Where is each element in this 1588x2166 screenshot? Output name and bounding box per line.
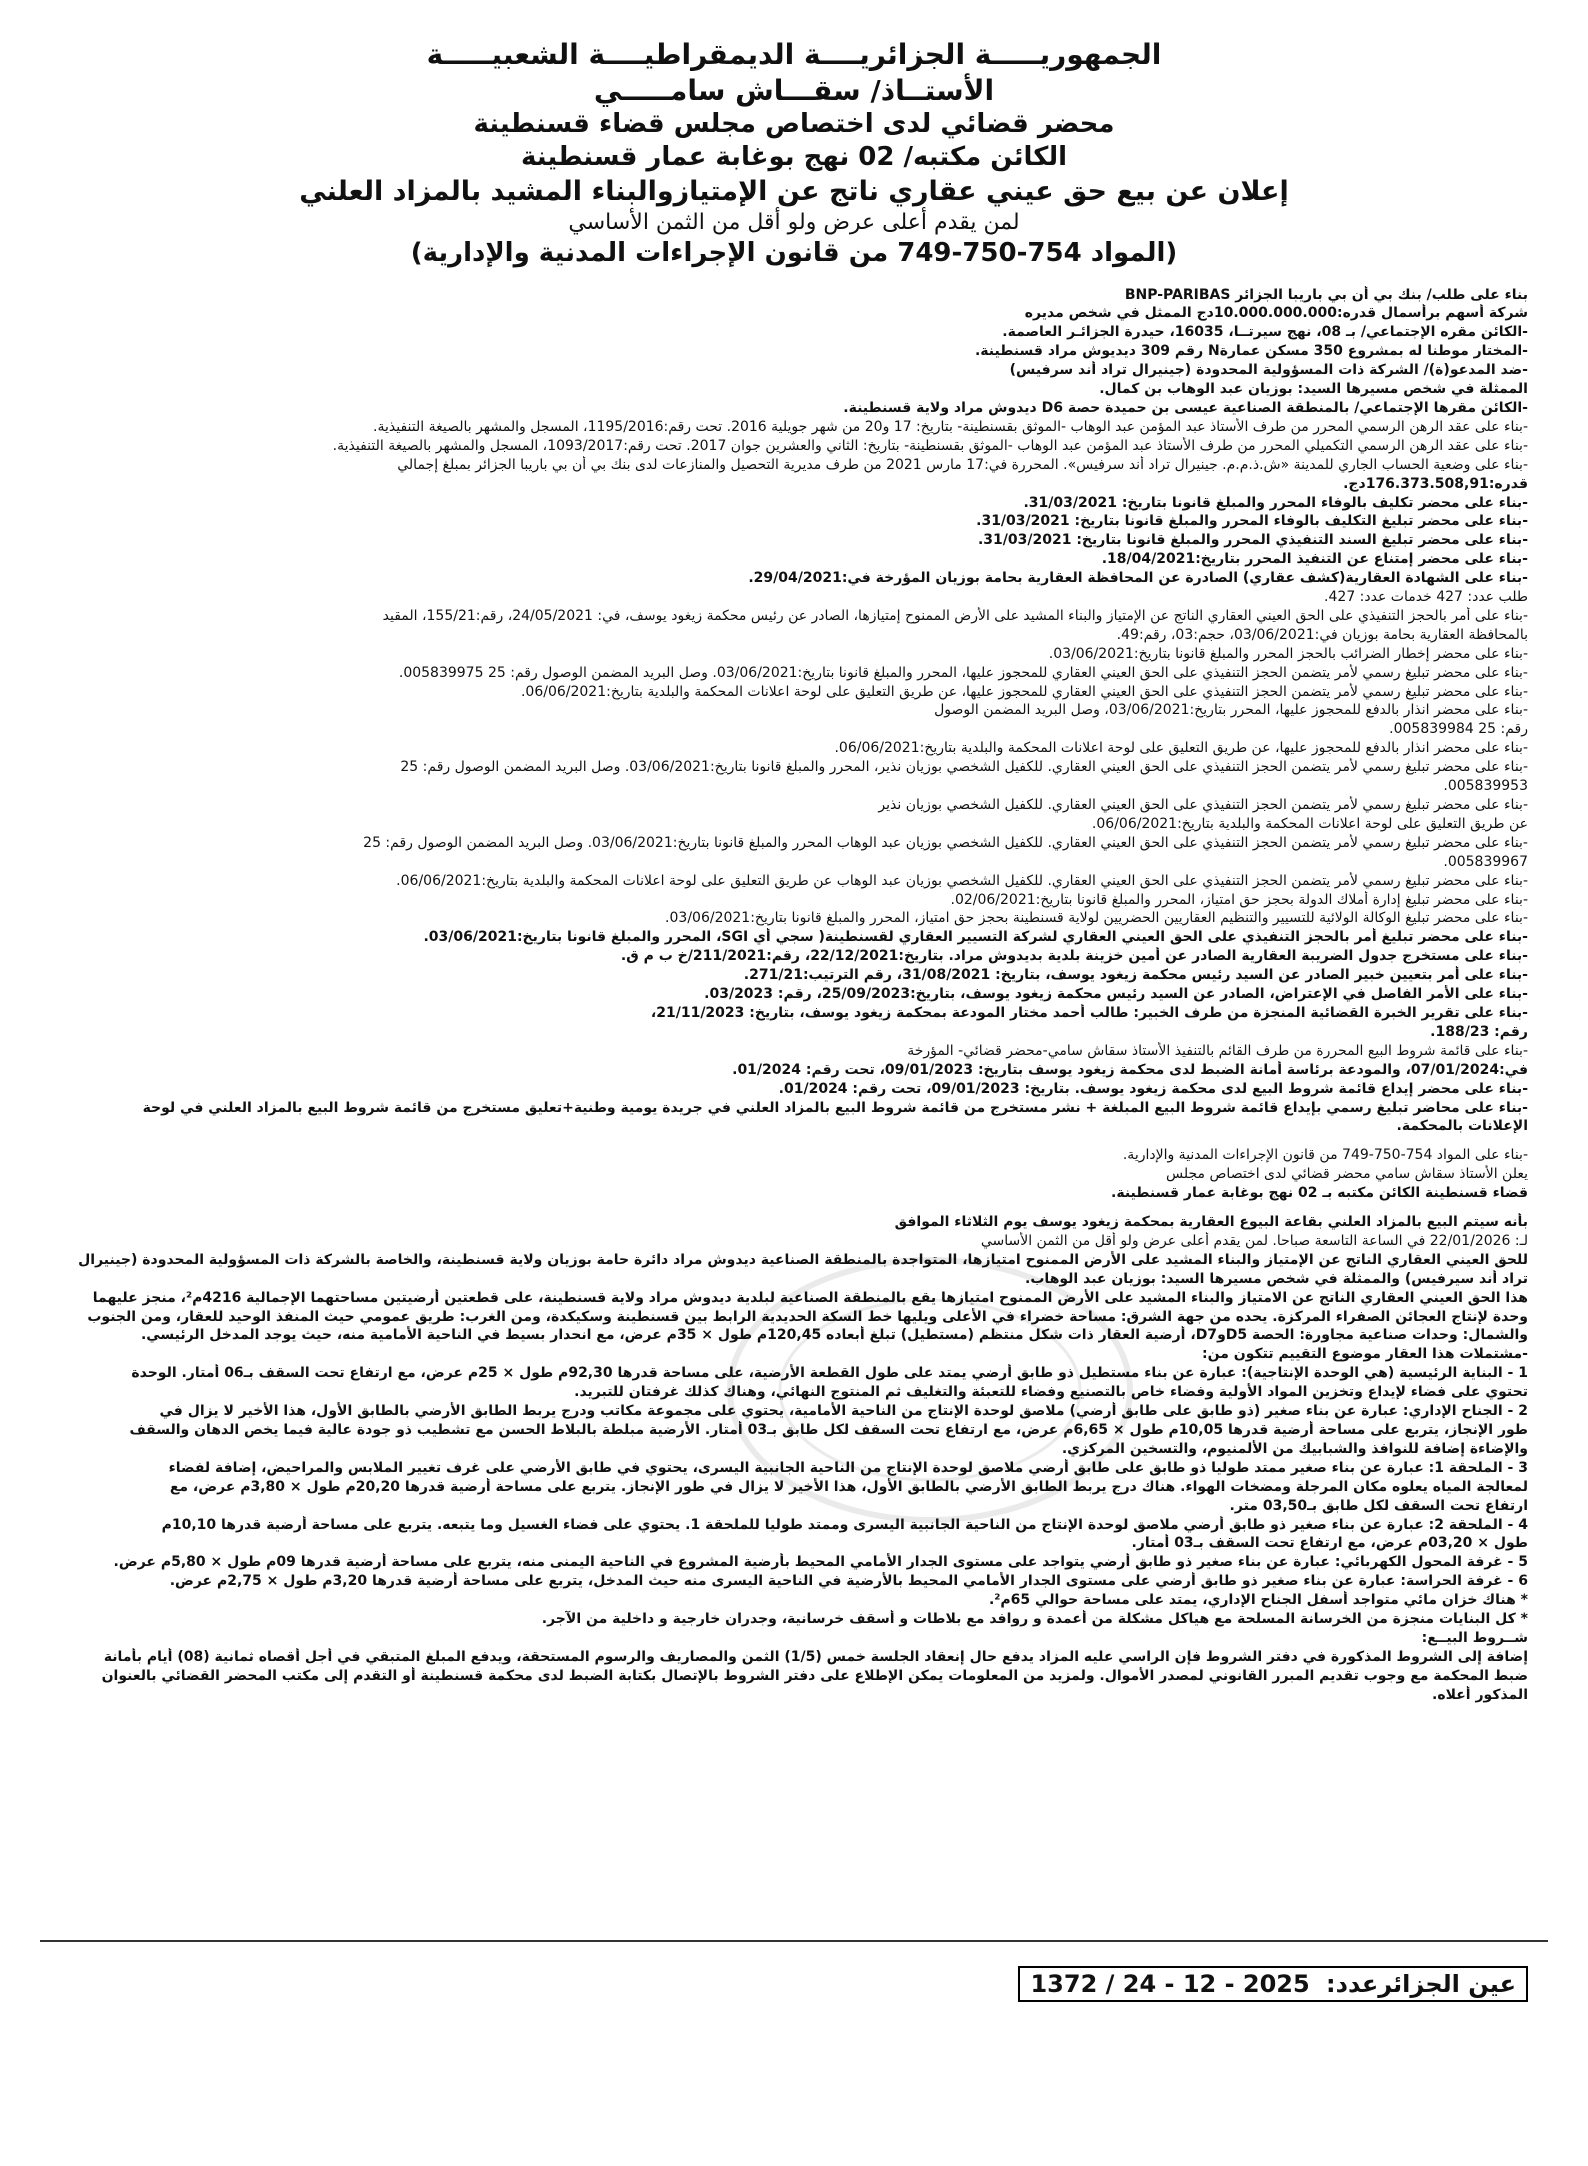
- notice-line: -بناء على محضر تبليغ الوكالة الولائية للتسيير والتنظيم العقاريين الحضريين لولاية قسنطينة بحجز حق امتياز، المحرر والمبلغ قانونا بتاريخ:03/06/2021.: [665, 910, 1528, 927]
- notice-line: -بناء على محضر انذار بالدفع للمحجوز عليها، عن طريق التعليق على لوحة اعلانات المحكمة والبلدية بتاريخ:06/06/2021.: [834, 740, 1528, 757]
- notice-line: طور الإنجاز، يتربع على مساحة أرضية قدرها 10,05م طول × 6,65م عرض، مع ارتفاع تحت السقف لكل طابق بـ03 أمتار. الأرضية مبلطة بالبلاط الحسن مع تشطيب ذو جودة عالية فيما يخص الدهان والسقف: [129, 1422, 1528, 1438]
- notice-line: وحدة لإنتاج العجائن الصفراء المركزة. يحده من جهة الشرق: مساحة خضراء في الأعلى ويليها خط السكة الحديدية الرابط بين قسنطينة وسكيكدة، ومن الغرب: طريق عمومي حيث المنفذ الوحيد للعقار، ومن الجنوب: [87, 1308, 1528, 1325]
- notice-line: قدره:176.373.508,91دج.: [1343, 475, 1528, 492]
- notice-header: [60, 38, 1528, 270]
- newspaper-issue-label: عين الجزائرعدد:: [1326, 1970, 1516, 1998]
- republic-title: الجمهوريـــــة الجزائريــــة الديمقراطيــــة الشعبيـــــة: [426, 38, 1162, 71]
- footer-divider: [40, 1940, 1548, 1942]
- notice-line: -بناء على عقد الرهن الرسمي المحرر من طرف الأستاذ عبد المؤمن عبد الوهاب -الموثق بقسنطينة- بتاريخ: 17 و20 من شهر جويلية 2016. تحت رقم:1195/2016، المسجل والمشهر بالصيغة التنفيذية.: [373, 418, 1528, 435]
- notice-line: -بناء على محضر انذار بالدفع للمحجوز عليها، المحرر بتاريخ:03/06/2021، وصل البريد المضمن الوصول: [934, 702, 1528, 719]
- newspaper-issue-value: 1372 / 24 - 12 - 2025: [1030, 1970, 1310, 1998]
- notice-line: -بناء على محضر إمتناع عن التنفيذ المحرر بتاريخ:18/04/2021.: [1101, 551, 1528, 568]
- notice-line: -بناء على محضر تبليغ رسمي لأمر يتضمن الحجز التنفيذي على الحق العيني العقاري. للكفيل الشخصي بوزيان عبد الوهاب عن طريق التعليق على لوحة اعلانات المحكمة والبلدية بتاريخ:06/06/2021.: [396, 872, 1528, 889]
- notice-line: -بناء على محاضر تبليغ رسمي بإيداع قائمة شروط البيع المبلغة + نشر مستخرج من قائمة شروط البيع بالمزاد العلني في جريدة يومية وطنية+تعليق مستخرج من قائمة شروط البيع بالمزاد العلني في لوحة: [142, 1099, 1528, 1116]
- notice-line: الممثلة في شخص مسيرها السيد: بوزيان عبد الوهاب بن كمال.: [1099, 381, 1528, 398]
- legal-articles: (المواد 754-750-749 من قانون الإجراءات المدنية والإدارية): [410, 238, 1178, 269]
- notice-line: هذا الحق العيني العقاري الناتج عن الامتياز والبناء المشيد على الأرض الممنوح امتيازها يقع بالمنطقة الصناعية لبلدية ديدوش مراد ولاية قسنطينة، على قطعتين أرضيتين مساحتهما الإجمالية 4216م²، منجز عليهما: [92, 1289, 1528, 1306]
- notice-line: والشمال: وحدات صناعية مجاورة: الحصة D5وD7، أرضية العقار ذات شكل منتظم (مستطيل) تبلغ أبعاده 120,45م طول × 35م عرض، مع انحدار بسيط في الناحية الأمامية منه، حيث يوجد المدخل الرئيسي.: [140, 1327, 1528, 1344]
- notice-line: -بناء على عقد الرهن الرسمي التكميلي المحرر من طرف الأستاذ عبد المؤمن عبد الوهاب -الموثق بقسنطينة- بتاريخ: الثاني والعشرين جوان 2017. تحت رقم:1093/2017، المسجل والمشهر بالصيغة التنفيذية.: [332, 437, 1528, 454]
- notice-line: * كل البنايات منجزة من الخرسانة المسلحة مع هياكل مشكلة من أعمدة و روافد مع بلاطات و أسقف خرسانية، وجدران خارجية و داخلية من الآجر.: [541, 1611, 1528, 1628]
- notice-line: -بناء على الأمر الفاصل في الإعتراض، الصادر عن السيد رئيس محكمة زيغود يوسف، بتاريخ:25/09/2023، رقم: 03/2023.: [704, 986, 1528, 1003]
- notice-line: 4 - الملحقة 2: عبارة عن بناء صغير ذو طابق أرضي ملاصق لوحدة الإنتاج من الناحية الجانبية اليسرى وممتد طوليا للملحقة 1. يحتوي على فضاء الغسيل وما يتبعه. يتربع على مساحة أرضية قدرها 10,10م: [161, 1516, 1528, 1533]
- notice-line: تحتوي على فضاء لإيداع وتخزين المواد الأولية وفضاء خاص بالتصنيع وفضاء للتعبئة والتغليف ثم المنتوج النهائي، وهناك كذلك غرفتان للتبريد.: [574, 1384, 1528, 1401]
- notice-line: -بناء على وضعية الحساب الجاري للمدينة «ش.ذ.م.م. جينيرال تراد أند سرفيس». المحررة في:17 مارس 2021 من طرف مديرية التحصيل والمنازعات لدى بنك بي أن بي باريبا الجزائر بمبلغ إجمالي: [397, 456, 1528, 473]
- notice-line: -بناء على قائمة شروط البيع المحررة من طرف القائم بالتنفيذ الأستاذ سقاش سامي-محضر قضائي- المؤرخة: [907, 1042, 1528, 1059]
- notice-line: 005839967.: [1443, 853, 1528, 870]
- notice-line: بأنه سيتم البيع بالمزاد العلني بقاعة البيوع العقارية بمحكمة زيغود يوسف يوم الثلاثاء الموافق: [894, 1214, 1528, 1231]
- notice-line: عن طريق التعليق على لوحة اعلانات المحكمة والبلدية بتاريخ:06/06/2021.: [1091, 815, 1528, 832]
- notice-line: -بناء على تقرير الخبرة القضائية المنجزة من طرف الخبير: طالب أحمد مختار المودعة بمحكمة زيغود يوسف، بتاريخ: 21/11/2023،: [650, 1004, 1528, 1021]
- notice-line: تراد أند سيرفيس) والممثلة في شخص مسيرها السيد: بوزيان عبد الوهاب.: [1025, 1270, 1528, 1287]
- notice-line: [60, 1136, 1528, 1146]
- notice-line: -مشتملات هذا العقار موضوع التقييم تتكون من:: [1202, 1346, 1528, 1363]
- notice-line: لمعالجة المياه يعلوه مكان المرجلة ومضخات الهواء. هناك درج يربط الطابق الأرضي بالطابق الأول، هذا الأخير لا يزال في طور الإنجاز. يتربع على مساحة أرضية قدرها 20,20م طول × 3,80م عرض، مع: [169, 1478, 1528, 1495]
- notice-subtitle: لمن يقدم أعلى عرض ولو أقل من الثمن الأساسي: [568, 209, 1020, 235]
- notice-line: -بناء على المواد 754-750-749 من قانون الإجراءات المدنية والإدارية.: [1122, 1147, 1528, 1164]
- notice-line: -بناء على محضر تبليغ رسمي لأمر يتضمن الحجز التنفيذي على الحق العيني العقاري للمحجوز عليها، عن طريق التعليق على لوحة اعلانات المحكمة والبلدية بتاريخ:06/06/2021.: [520, 683, 1528, 700]
- bailiff-name: الأستــاذ/ سقـــاش سامـــــي: [593, 73, 995, 107]
- notice-line: شــروط البيــع:: [1421, 1629, 1528, 1646]
- notice-line: -بناء على محضر إخطار الضرائب بالحجز المحرر والمبلغ قانونا بتاريخ:03/06/2021.: [1048, 645, 1528, 662]
- notice-line: -المختار موطنا له بمشروع 350 مسكن عمارةN رقم 309 ديديوش مراد قسنطينة.: [974, 343, 1528, 360]
- notice-line: -بناء على الشهادة العقارية(كشف عقاري) الصادرة عن المحافظة العقارية بحامة بوزيان المؤرخة في:29/04/2021.: [748, 570, 1528, 587]
- notice-line: * هناك خزان مائي متواجد أسفل الجناح الإداري، يمتد على مساحة حوالي 65م².: [988, 1592, 1528, 1609]
- notice-line: 6 - غرفة الحراسة: عبارة عن بناء صغير ذو طابق أرضي على مستوى الجدار الأمامي المحيط بالأرضية في الناحية اليسرى منه حيث المدخل، يتربع على مساحة أرضية قدرها 3,20م طول × 2,75م عرض.: [169, 1573, 1528, 1590]
- notice-line: طول × 03,20م عرض، مع ارتفاع تحت السقف بـ03 أمتار.: [1131, 1535, 1528, 1552]
- notice-line: رقم: 188/23.: [1430, 1023, 1528, 1040]
- notice-line: ضبط المحكمة مع وجوب تقديم المبرر القانوني لمصدر الأموال. ولمزيد من المعلومات يمكن الإطلاع على دفتر الشروط بالإتصال بكتابة الضبط لدى محكمة قسنطينة أو التقدم إلى مكتب المحضر القضائي بالعنوان: [101, 1667, 1528, 1684]
- notice-line: بالمحافظة العقارية بحامة بوزيان في:03/06/2021، حجم:03، رقم:49.: [1116, 626, 1528, 643]
- notice-line: شركة أسهم برأسمال قدره:10.000.000.000دج الممثل في شخص مديره: [1024, 305, 1528, 322]
- notice-line: قضاء قسنطينة الكائن مكتبه بـ 02 نهج بوغابة عمار قسنطينة.: [1111, 1185, 1528, 1202]
- office-address: الكائن مكتبه/ 02 نهج بوغابة عمار قسنطينة: [520, 142, 1068, 173]
- notice-line: -بناء على مستخرج جدول الضريبة العقارية الصادر عن أمين خزينة بلدية بديدوش مراد. بتاريخ:22/12/2021، رقم:211/2021/خ ب م ق.: [620, 948, 1528, 965]
- notice-line: في:07/01/2024، والمودعة برئاسة أمانة الضبط لدى محكمة زيغود يوسف بتاريخ: 09/01/2023، تحت رقم: 01/2024.: [732, 1061, 1528, 1078]
- notice-line: -ضد المدعو(ة)/ الشركة ذات المسؤولية المحدودة (جينيرال تراد أند سرفيس): [1009, 362, 1528, 379]
- notice-line: -بناء على أمر بتعيين خبير الصادر عن السيد رئيس محكمة زيغود يوسف، بتاريخ: 31/08/2021، رقم الترتيب:271/21.: [743, 967, 1528, 984]
- notice-line: -بناء على محضر إيداع قائمة شروط البيع لدى محكمة زيغود يوسف. بتاريخ: 09/01/2023، تحت رقم: 01/2024.: [778, 1080, 1528, 1097]
- notice-line: الإعلانات بالمحكمة.: [1396, 1118, 1528, 1135]
- notice-line: -الكائن مقرها الإجتماعي/ بالمنطقة الصناعية عيسى بن حميدة حصة D6 ديدوش مراد ولاية قسنطينة.: [843, 399, 1528, 416]
- notice-line: 005839953.: [1443, 778, 1528, 795]
- notice-line: 1 - البناية الرئيسية (هي الوحدة الإنتاجية): عبارة عن بناء مستطيل ذو طابق أرضي يمتد على طول القطعة الأرضية، على مساحة قدرها 92,30م طول × 25م عرض، مع ارتفاع تحت السقف بـ06 أمتار. الوحدة: [131, 1365, 1528, 1382]
- notice-line: 3 - الملحقة 1: عبارة عن بناء صغير ممتد طوليا ذو طابق على طابق أرضي ملاصق لوحدة الإنتاج من الناحية الجانبية اليسرى، يحتوي في طابق الأرضي على غرف تغيير الملابس والمراحيض، إضافة لفضاء: [168, 1459, 1528, 1476]
- notice-line: 2 - الجناح الإداري: عبارة عن بناء صغير (ذو طابق على طابق أرضي) ملاصق لوحدة الإنتاج من الناحية الأمامية، يحتوي على مجموعة مكاتب ودرج يربط الطابق الأرضي بالطابق الأول، هذا الأخير لا يزال في: [159, 1403, 1528, 1420]
- notice-line: -بناء على محضر تبليغ رسمي لأمر يتضمن الحجز التنفيذي على الحق العيني العقاري للمحجوز عليها، المحرر والمبلغ قانونا بتاريخ:03/06/2021. وصل البريد المضمن الوصول رقم: 25 005839975.: [398, 664, 1528, 681]
- notice-line: -بناء على محضر تبليغ التكليف بالوفاء المحرر والمبلغ قانونا بتاريخ: 31/03/2021.: [976, 513, 1528, 530]
- notice-line: -بناء على محضر تبليغ أمر بالحجز التنفيذي على الحق العيني العقاري لشركة التسيير العقاري لقسنطينة( سجي أي SGI، المحرر والمبلغ قانونا بتاريخ:03/06/2021.: [423, 929, 1528, 946]
- notice-line: إضافة إلى الشروط المذكورة في دفتر الشروط فإن الراسي عليه المزاد يدفع حال إنعقاد الجلسة خمس (1/5) الثمن والمصاريف والرسوم المستحقة، ويدفع المبلغ المتبقي في أجل أقصاه ثمانية (08) أيام بأمانة: [103, 1648, 1528, 1665]
- notice-line: بناء على طلب/ بنك بي أن بي باريبا الجزائر BNP-PARIBAS: [1124, 286, 1528, 303]
- notice-line: -بناء على محضر تبليغ رسمي لأمر يتضمن الحجز التنفيذي على الحق العيني العقاري. للكفيل الشخصي بوزيان نذير، المحرر والمبلغ قانونا بتاريخ:03/06/2021. وصل البريد المضمن الوصول رقم: 25: [400, 759, 1528, 776]
- notice-line: طلب عدد: 427 خدمات عدد: 427.: [1324, 589, 1528, 606]
- notice-line: والإضاءة إضافة للنوافذ والشبابيك من الألمنيوم، والتسخين المركزي.: [1061, 1440, 1528, 1457]
- notice-line: -بناء على محضر تبليغ السند التنفيذي المحرر والمبلغ قانونا بتاريخ: 31/03/2021.: [977, 532, 1528, 549]
- notice-line: -الكائن مقره الإجتماعي/ بـ 08، نهج سيرتــا، 16035، حيدرة الجزائـر العاصمة.: [1002, 324, 1528, 341]
- notice-line: رقم: 25 005839984.: [1389, 721, 1528, 738]
- notice-title: إعلان عن بيع حق عيني عقاري ناتج عن الإمتيازوالبناء المشيد بالمزاد العلني: [299, 175, 1289, 207]
- notice-line: 5 - غرفة المحول الكهربائي: عبارة عن بناء صغير ذو طابق أرضي يتواجد على مستوى الجدار الأمامي المحيط بأرضية المشروع في الناحية اليمنى منه، يتربع على مساحة أرضية قدرها 09م طول × 5,80م عرض.: [113, 1554, 1528, 1571]
- bailiff-jurisdiction: محضر قضائي لدى اختصاص مجلس قضاء قسنطينة: [473, 109, 1115, 140]
- notice-line: لـ: 22/01/2026 في الساعة التاسعة صباحا. لمن يقدم أعلى عرض ولو أقل من الثمن الأساسي: [980, 1232, 1528, 1249]
- notice-line: -بناء على محضر تبليغ رسمي لأمر يتضمن الحجز التنفيذي على الحق العيني العقاري. للكفيل الشخصي بوزيان نذير: [878, 797, 1528, 813]
- notice-line: ارتفاع تحت السقف لكل طابق بـ03,50 متر.: [1229, 1497, 1528, 1514]
- notice-line: -بناء على محضر تبليغ إدارة أملاك الدولة بحجز حق امتياز، المحرر والمبلغ قانونا بتاريخ:02/06/2021.: [950, 891, 1528, 908]
- notice-line: -بناء على محضر تبليغ رسمي لأمر يتضمن الحجز التنفيذي على الحق العيني العقاري. للكفيل الشخصي بوزيان عبد الوهاب المحرر والمبلغ قانونا بتاريخ:03/06/2021. وصل البريد المضمن الوصول رقم: 25: [363, 834, 1528, 851]
- notice-line: -بناء على أمر بالحجز التنفيذي على الحق العيني العقاري الناتج عن الإمتياز والبناء المشيد على الأرض الممنوح إمتيازها، الصادر عن رئيس محكمة زيغود يوسف، في: 24/05/2021، رقم:155/21، المقيد: [382, 607, 1528, 624]
- notice-line: المذكور أعلاه.: [1432, 1686, 1528, 1703]
- newspaper-issue-box: [1018, 1966, 1528, 2002]
- notice-line: للحق العيني العقاري الناتج عن الإمتياز والبناء المشيد على الأرض الممنوح امتيازها، المتواجدة بالمنطقة الصناعية ديدوش مراد دائرة حامة بوزيان ولاية قسنطينة، والخاصة بالشركة ذات المسؤولية المحدودة (جينيرال: [78, 1251, 1528, 1268]
- notice-line: يعلن الأستاذ سقاش سامي محضر قضائي لدى اختصاص مجلس: [1166, 1166, 1528, 1183]
- notice-line: [60, 1203, 1528, 1213]
- notice-line: -بناء على محضر تكليف بالوفاء المحرر والمبلغ قانونا بتاريخ: 31/03/2021.: [1023, 494, 1528, 511]
- notice-body: [60, 286, 1528, 1705]
